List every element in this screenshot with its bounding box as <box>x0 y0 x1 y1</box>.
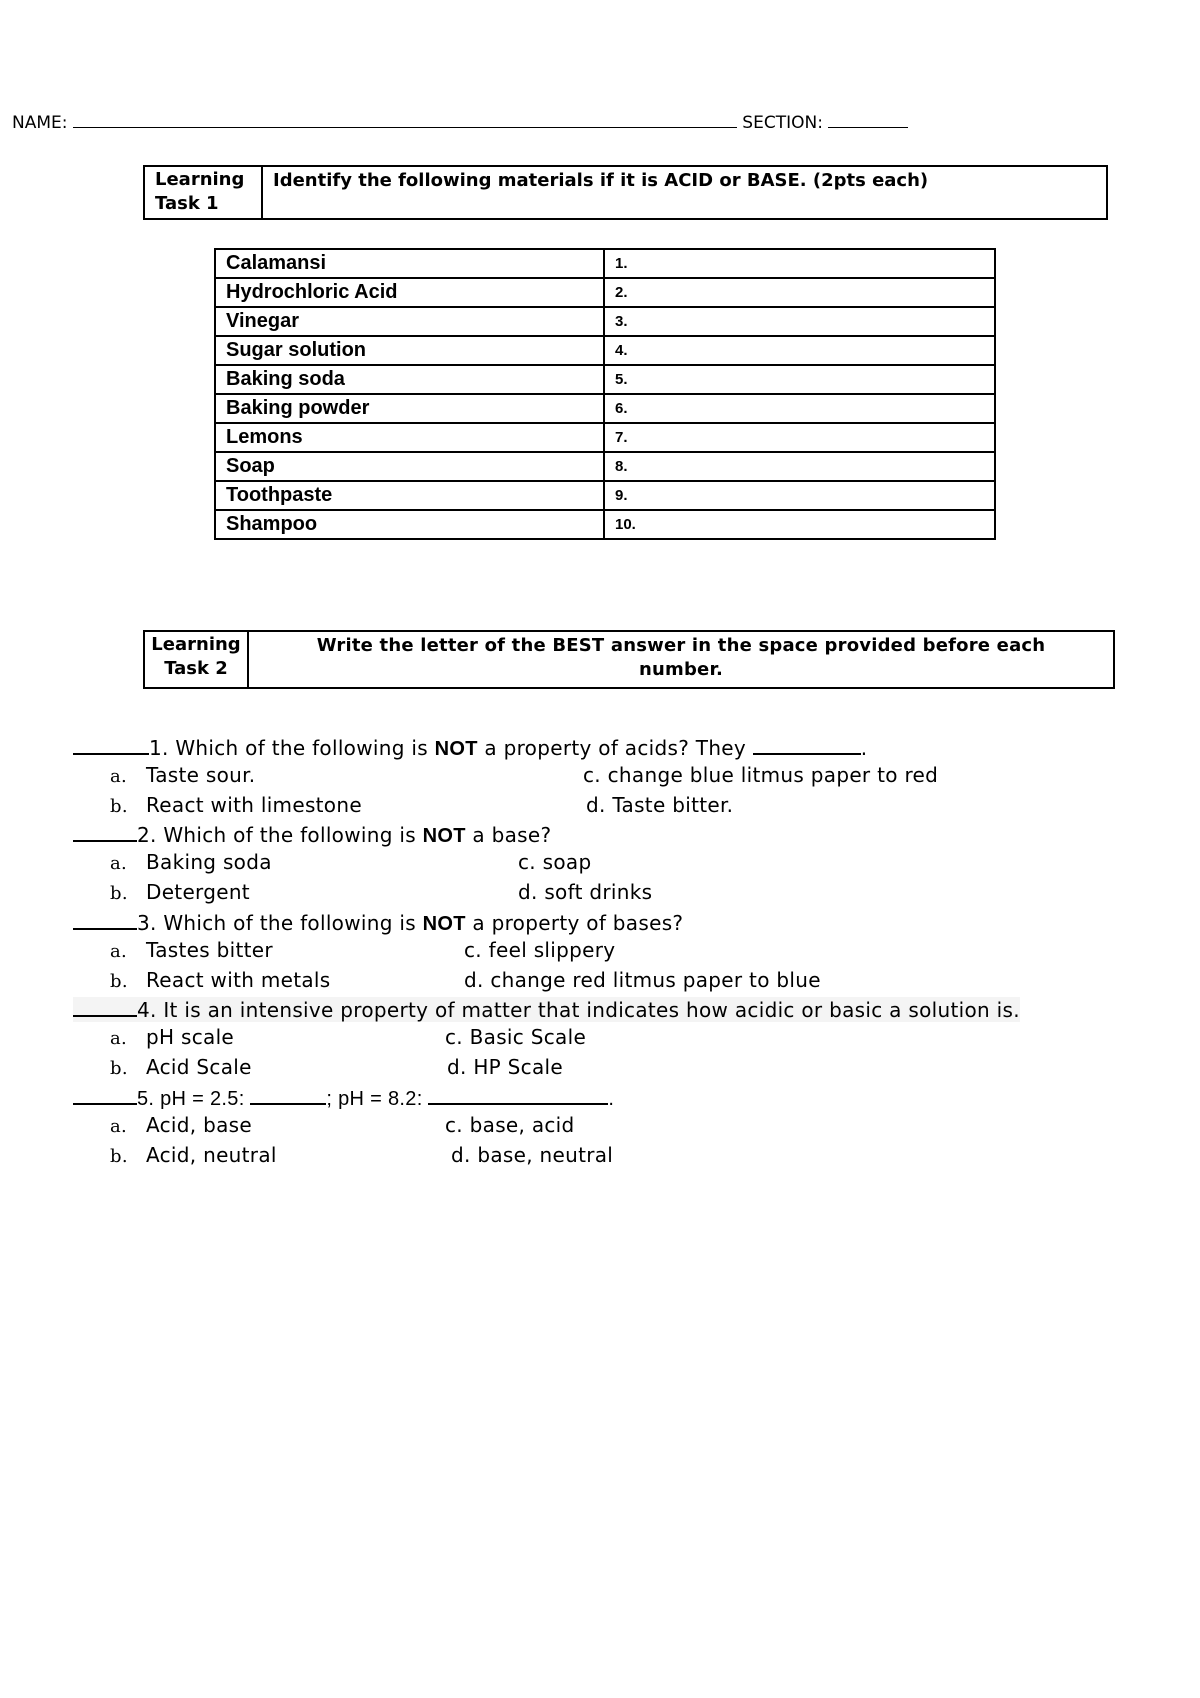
task-2-instruction-line1: Write the letter of the BEST answer in the space provided before each <box>316 635 1046 656</box>
option-text: change red litmus paper to blue <box>490 968 821 992</box>
option-letter: b. <box>110 1146 128 1167</box>
option-text: Basic Scale <box>469 1025 587 1049</box>
option-letter: b. <box>110 883 128 904</box>
option-text: Taste sour. <box>146 763 256 787</box>
material-name-cell: Shampoo <box>215 510 604 539</box>
question-2 <box>73 822 551 848</box>
question-4-option-c[interactable] <box>445 1025 586 1049</box>
task-1-label-line2: Task 1 <box>155 193 219 214</box>
table-row <box>215 278 995 307</box>
option-text: HP Scale <box>473 1055 563 1079</box>
question-4-option-d[interactable] <box>447 1055 563 1079</box>
question-1-option-b[interactable] <box>110 793 362 817</box>
option-letter: a. <box>110 853 128 874</box>
question-4 <box>73 997 1020 1022</box>
table-row <box>215 394 995 423</box>
answer-blank-2[interactable] <box>73 822 137 842</box>
question-3-text-pre: 3. Which of the following is <box>137 911 423 935</box>
option-text: Acid Scale <box>146 1055 252 1079</box>
answer-cell[interactable]: 1. <box>604 249 995 278</box>
option-letter: b. <box>110 1058 128 1079</box>
answer-cell[interactable]: 10. <box>604 510 995 539</box>
learning-task-1-box <box>143 165 1108 220</box>
answer-cell[interactable]: 3. <box>604 307 995 336</box>
question-4-option-a[interactable] <box>110 1025 234 1049</box>
task-2-label-line2: Task 2 <box>164 658 228 679</box>
question-4-text: 4. It is an intensive property of matter that indicates how acidic or basic a solution is. <box>137 998 1020 1022</box>
material-name-cell: Soap <box>215 452 604 481</box>
task-2-instruction-line2: number. <box>638 659 724 680</box>
question-2-emphasis: NOT <box>422 825 466 847</box>
answer-cell[interactable]: 8. <box>604 452 995 481</box>
section-blank[interactable] <box>828 126 908 128</box>
option-text: React with metals <box>146 968 331 992</box>
answer-cell[interactable]: 5. <box>604 365 995 394</box>
question-1 <box>73 735 867 761</box>
task-1-label-line1: Learning <box>155 169 245 190</box>
option-letter: c. <box>464 938 482 962</box>
option-letter: d. <box>451 1143 471 1167</box>
question-3-option-c[interactable] <box>464 938 615 962</box>
question-2-option-c[interactable] <box>518 850 591 874</box>
table-row <box>215 510 995 539</box>
question-3-emphasis: NOT <box>422 913 466 935</box>
option-letter: d. <box>464 968 484 992</box>
question-3-option-b[interactable] <box>110 968 331 992</box>
task-1-label <box>145 167 263 218</box>
answer-cell[interactable]: 2. <box>604 278 995 307</box>
question-3-option-d[interactable] <box>464 968 821 992</box>
material-name-cell: Hydrochloric Acid <box>215 278 604 307</box>
table-row <box>215 307 995 336</box>
answer-cell[interactable]: 4. <box>604 336 995 365</box>
material-name-cell: Toothpaste <box>215 481 604 510</box>
answer-blank-3[interactable] <box>73 910 137 930</box>
table-row <box>215 452 995 481</box>
answer-blank-5[interactable] <box>73 1085 137 1105</box>
student-info-header <box>12 113 908 133</box>
material-name-cell: Calamansi <box>215 249 604 278</box>
answer-cell[interactable]: 7. <box>604 423 995 452</box>
question-5-acid-blank[interactable] <box>250 1085 326 1105</box>
question-2-text-pre: 2. Which of the following is <box>137 823 423 847</box>
option-text: Tastes bitter <box>146 938 273 962</box>
option-letter: c. <box>445 1025 463 1049</box>
option-text: base, acid <box>469 1113 575 1137</box>
question-5-text-pre: 5. pH = 2.5: <box>137 1088 251 1110</box>
question-5-base-blank[interactable] <box>428 1085 608 1105</box>
question-1-option-d[interactable] <box>586 793 733 817</box>
option-text: soft drinks <box>544 880 653 904</box>
question-3-option-a[interactable] <box>110 938 273 962</box>
option-letter: a. <box>110 1116 128 1137</box>
question-5-option-d[interactable] <box>451 1143 613 1167</box>
question-5 <box>73 1085 614 1111</box>
material-name-cell: Baking soda <box>215 365 604 394</box>
question-5-text-mid: ; pH = 8.2: <box>326 1088 429 1110</box>
task-2-instruction <box>249 632 1113 687</box>
question-2-option-b[interactable] <box>110 880 250 904</box>
name-blank[interactable] <box>73 126 737 128</box>
answer-blank-4[interactable] <box>73 997 137 1017</box>
material-name-cell: Lemons <box>215 423 604 452</box>
answer-cell[interactable]: 6. <box>604 394 995 423</box>
option-text: Taste bitter. <box>612 793 734 817</box>
question-3 <box>73 910 683 936</box>
question-2-text-post: a base? <box>465 823 552 847</box>
task-2-label-line1: Learning <box>151 634 241 655</box>
table-row <box>215 249 995 278</box>
question-1-text-pre: 1. Which of the following is <box>149 736 435 760</box>
section-label: SECTION: <box>742 113 823 133</box>
option-letter: a. <box>110 1028 128 1049</box>
question-2-option-d[interactable] <box>518 880 652 904</box>
option-letter: b. <box>110 971 128 992</box>
answer-cell[interactable]: 9. <box>604 481 995 510</box>
question-5-end: . <box>608 1088 615 1110</box>
question-3-text-post: a property of bases? <box>465 911 684 935</box>
material-name-cell: Baking powder <box>215 394 604 423</box>
table-row <box>215 481 995 510</box>
option-text: Baking soda <box>146 850 272 874</box>
question-1-fill-blank[interactable] <box>753 735 861 755</box>
question-2-option-a[interactable] <box>110 850 272 874</box>
question-1-option-a[interactable] <box>110 763 255 787</box>
option-text: Acid, base <box>146 1113 252 1137</box>
table-row <box>215 365 995 394</box>
question-1-end: . <box>860 736 868 760</box>
option-text: Detergent <box>146 880 250 904</box>
option-text: Acid, neutral <box>146 1143 277 1167</box>
table-row <box>215 336 995 365</box>
question-5-option-a[interactable] <box>110 1113 252 1137</box>
question-1-text-post: a property of acids? They <box>477 736 753 760</box>
material-name-cell: Vinegar <box>215 307 604 336</box>
option-letter: c. <box>583 763 601 787</box>
table-row <box>215 423 995 452</box>
question-5-option-c[interactable] <box>445 1113 575 1137</box>
option-letter: a. <box>110 766 128 787</box>
question-4-option-b[interactable] <box>110 1055 252 1079</box>
option-text: base, neutral <box>477 1143 614 1167</box>
option-letter: d. <box>518 880 538 904</box>
question-5-option-b[interactable] <box>110 1143 277 1167</box>
name-label: NAME: <box>12 113 68 133</box>
option-letter: c. <box>518 850 536 874</box>
task-1-instruction: Identify the following materials if it is ACID or BASE. (2pts each) <box>273 170 929 191</box>
option-text: pH scale <box>146 1025 235 1049</box>
option-letter: b. <box>110 796 128 817</box>
question-1-emphasis: NOT <box>434 738 478 760</box>
option-text: React with limestone <box>146 793 362 817</box>
answer-blank-1[interactable] <box>73 735 149 755</box>
option-letter: c. <box>445 1113 463 1137</box>
task-2-label <box>145 632 249 687</box>
question-1-option-c[interactable] <box>583 763 938 787</box>
option-letter: a. <box>110 941 128 962</box>
option-text: change blue litmus paper to red <box>607 763 939 787</box>
option-text: feel slippery <box>488 938 616 962</box>
option-text: soap <box>542 850 592 874</box>
material-name-cell: Sugar solution <box>215 336 604 365</box>
option-letter: d. <box>586 793 606 817</box>
option-letter: d. <box>447 1055 467 1079</box>
materials-table <box>214 248 996 540</box>
learning-task-2-box <box>143 630 1115 689</box>
